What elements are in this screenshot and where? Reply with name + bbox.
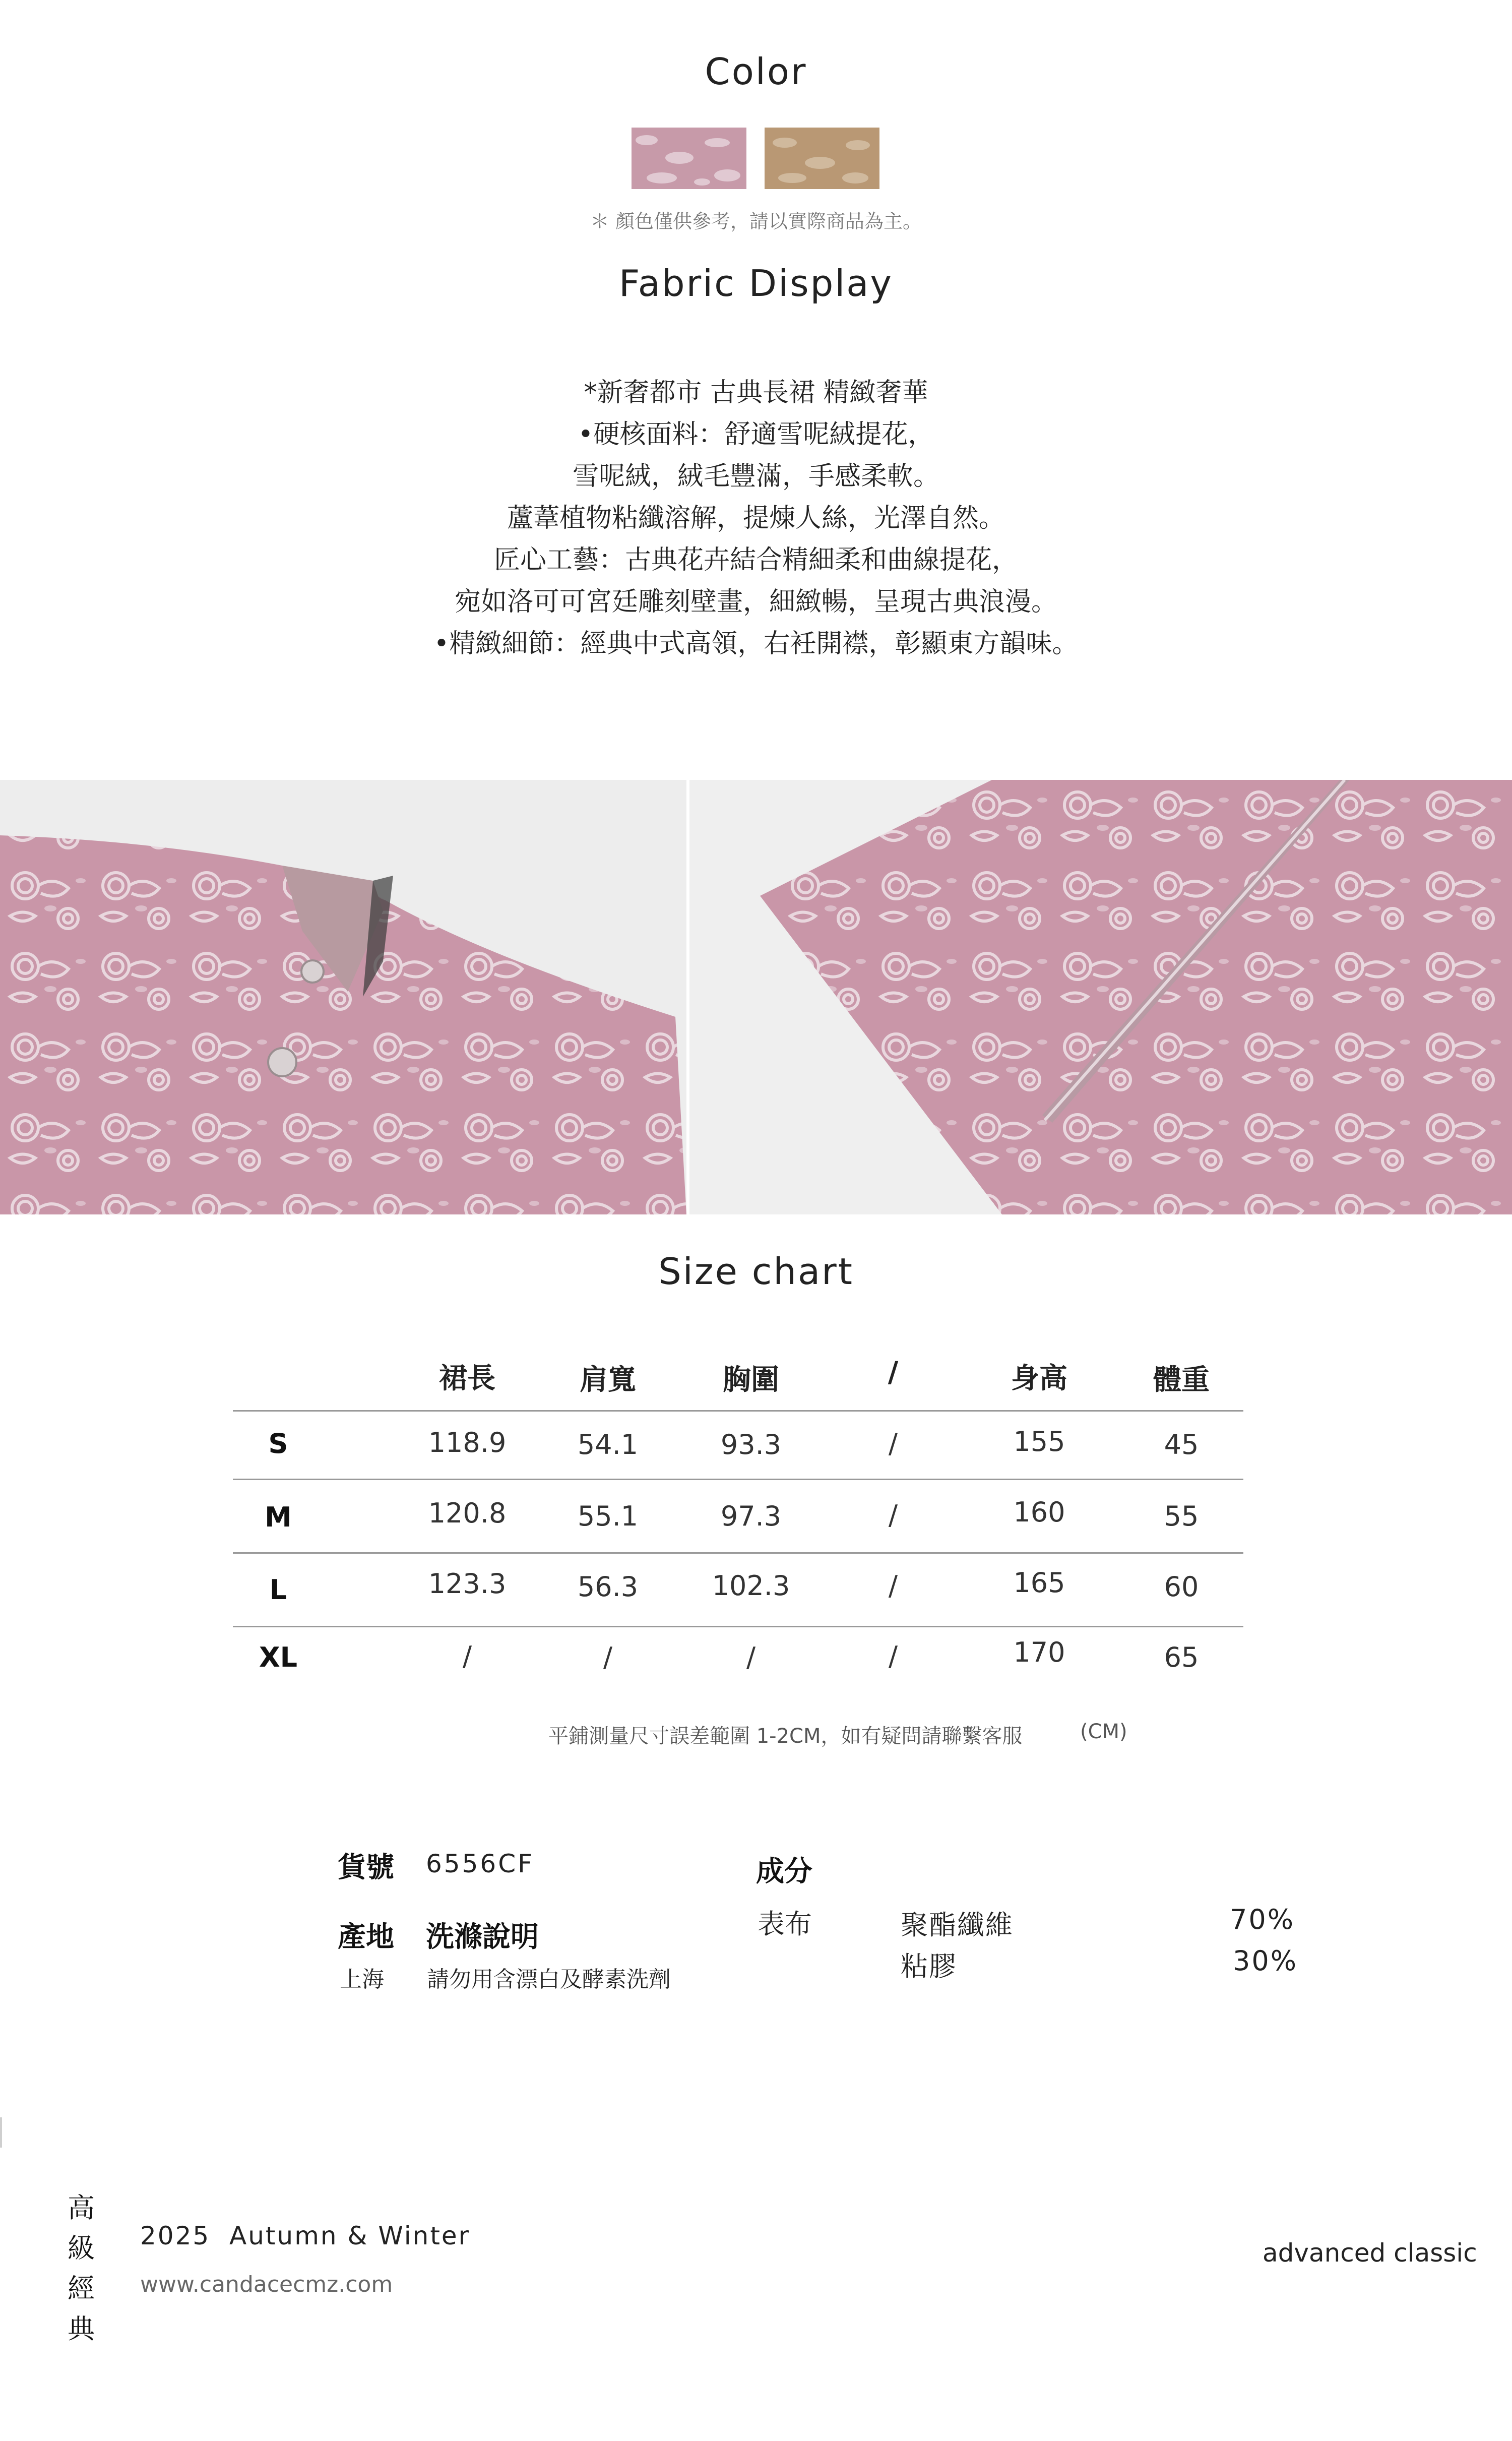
table-cell: 93.3	[720, 1429, 782, 1460]
vertical-char: 高	[68, 2192, 95, 2224]
swatch-pink[interactable]	[632, 128, 746, 189]
item-no-label: 貨號	[338, 1851, 394, 1884]
material-name: 聚酯纖維	[901, 1909, 1014, 1941]
header-height: 身高	[1011, 1362, 1067, 1395]
composition-label: 成分	[756, 1855, 812, 1888]
fabric-title: Fabric Display	[618, 262, 894, 304]
table-cell: /	[888, 1570, 898, 1602]
website-link[interactable]: www.candacecmz.com	[140, 2272, 393, 2297]
vertical-char: 級	[68, 2232, 95, 2264]
collar-detail-photo	[0, 780, 686, 1214]
table-cell: /	[888, 1428, 898, 1459]
size-label-s: S	[268, 1428, 288, 1459]
table-rule	[233, 1626, 1243, 1627]
material-pct: 70%	[1230, 1904, 1295, 1935]
swatch-khaki-texture	[765, 128, 879, 189]
table-rule	[233, 1479, 1243, 1480]
table-cell: 102.3	[712, 1570, 790, 1602]
header-weight: 體重	[1153, 1364, 1210, 1396]
table-cell: 155	[1013, 1426, 1065, 1457]
size-chart-title: Size chart	[658, 1250, 854, 1293]
fabric-line: •硬核面料：舒適雪呢絨提花，	[578, 419, 934, 450]
table-cell: 65	[1164, 1641, 1199, 1673]
color-title: Color	[705, 50, 807, 93]
table-cell: 56.3	[577, 1571, 639, 1603]
table-rule	[233, 1410, 1243, 1412]
table-cell: 55.1	[577, 1500, 639, 1532]
table-cell: /	[603, 1641, 613, 1673]
swatch-khaki[interactable]	[765, 128, 879, 189]
origin-value: 上海	[340, 1967, 384, 1992]
hem-detail-photo	[689, 780, 1512, 1214]
fabric-line: 匠心工藝：古典花卉結合精細柔和曲線提花，	[493, 545, 1018, 575]
fabric-line: •精緻細節：經典中式高領，右衽開襟，彰顯東方韻味。	[433, 629, 1079, 659]
vertical-char: 典	[68, 2313, 95, 2345]
table-cell: 123.3	[428, 1568, 507, 1600]
material-pct: 30%	[1233, 1945, 1298, 1977]
season-label: 2025 Autumn & Winter	[140, 2221, 471, 2250]
slogan: advanced classic	[1263, 2238, 1477, 2268]
origin-label: 產地	[338, 1921, 394, 1954]
table-cell: /	[462, 1640, 472, 1672]
table-rule	[233, 1552, 1243, 1554]
table-cell: 45	[1164, 1429, 1199, 1460]
swatch-pink-texture	[632, 128, 746, 189]
vertical-brand-title	[64, 2188, 99, 2349]
wash-value: 請勿用含漂白及酵素洗劑	[427, 1967, 671, 1992]
edge-mark	[0, 2117, 2, 2148]
table-cell: 170	[1013, 1636, 1065, 1668]
table-cell: /	[888, 1640, 898, 1672]
item-no-value: 6556CF	[426, 1849, 534, 1878]
material-name: 粘膠	[901, 1950, 957, 1982]
wash-label: 洗滌說明	[426, 1921, 539, 1954]
size-label-l: L	[269, 1574, 287, 1606]
table-cell: 54.1	[577, 1429, 639, 1460]
table-cell: /	[888, 1499, 898, 1531]
header-divider: /	[888, 1356, 899, 1389]
table-cell: 55	[1164, 1500, 1199, 1532]
measure-note: 平鋪測量尺寸誤差範圍 1-2CM，如有疑問請聯繫客服	[548, 1725, 1023, 1748]
header-length: 裙長	[439, 1362, 495, 1395]
fabric-description	[0, 372, 1512, 665]
header-chest: 胸圍	[723, 1364, 779, 1396]
table-cell: /	[746, 1641, 756, 1673]
fabric-line: 雪呢絨，絨毛豐滿，手感柔軟。	[572, 461, 939, 492]
table-cell: 165	[1013, 1567, 1065, 1599]
table-cell: 118.9	[428, 1427, 507, 1458]
unit-label: (CM)	[1080, 1720, 1127, 1743]
table-cell: 160	[1013, 1496, 1065, 1528]
fabric-label: 表布	[758, 1908, 812, 1940]
size-label-m: M	[265, 1501, 292, 1533]
header-shoulder: 肩寬	[580, 1364, 636, 1396]
color-note: ＊ 顏色僅供參考，請以實際商品為主。	[590, 210, 922, 232]
vertical-char: 經	[68, 2273, 95, 2304]
table-cell: 97.3	[720, 1500, 782, 1532]
fabric-line: *新奢都市 古典長裙 精緻奢華	[584, 378, 928, 408]
fabric-line: 蘆葦植物粘纖溶解，提煉人絲，光澤自然。	[507, 503, 1005, 533]
table-cell: 60	[1164, 1571, 1199, 1603]
fabric-line: 宛如洛可可宮廷雕刻壁畫，細緻暢，呈現古典浪漫。	[454, 587, 1057, 617]
table-cell: 120.8	[428, 1497, 507, 1529]
size-label-xl: XL	[259, 1641, 298, 1673]
